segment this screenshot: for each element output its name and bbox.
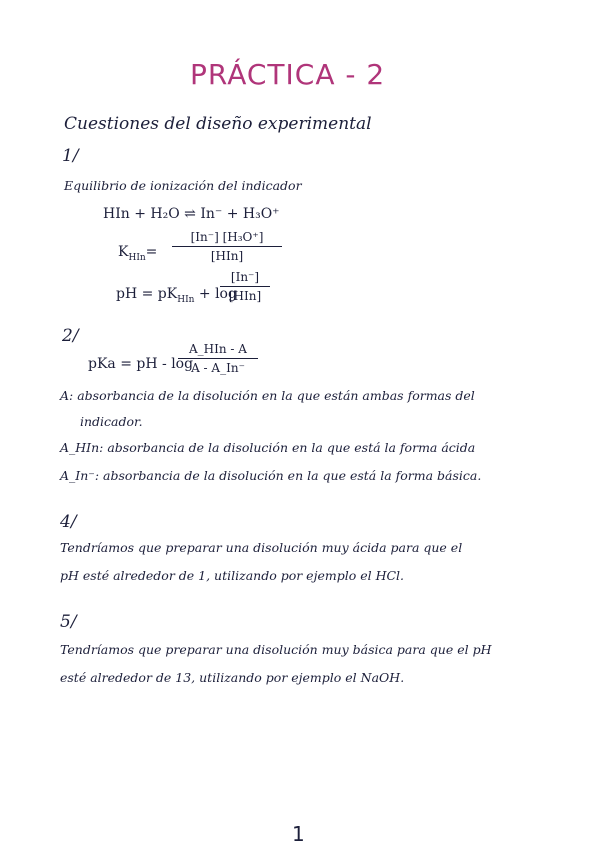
q2-pka-lhs: pKa = pH - log [88, 356, 194, 372]
q1-k-fraction-bar [172, 246, 282, 247]
q1-k-fraction [172, 230, 282, 263]
q1-number: 1/ [62, 146, 79, 166]
q1-k-denominator: [HIn] [210, 249, 244, 263]
q1-ph-log: + log [198, 286, 237, 302]
q1-k-numerator: [In⁻] [H₃O⁺] [190, 230, 264, 244]
q5-number: 5/ [60, 612, 77, 632]
q5-line2: esté alrededor de 13, utilizando por ejemplo el NaOH. [60, 670, 405, 685]
q2-def-a-line2: indicador. [80, 414, 143, 429]
q2-number: 2/ [62, 326, 79, 346]
q1-ph-fraction-bar [220, 286, 270, 287]
q4-line1: Tendríamos que preparar una disolución muy ácida para que el [60, 540, 463, 555]
q1-ph-denominator: [HIn] [228, 289, 262, 303]
page-title: PRÁCTICA - 2 [190, 58, 386, 91]
q5-line1: Tendríamos que preparar una disolución muy básica para que el pH [60, 642, 492, 657]
section-heading: Cuestiones del diseño experimental [64, 114, 372, 134]
q1-k-label [118, 244, 157, 263]
q2-pka-numerator: A_HIn - A [189, 342, 247, 356]
page-number: 1 [292, 822, 305, 846]
q1-equilibrium-equation: HIn + H₂O ⇌ In⁻ + H₃O⁺ [103, 206, 280, 222]
q1-intro: Equilibrio de ionización del indicador [64, 178, 302, 193]
q1-ph-numerator: [In⁻] [230, 270, 260, 284]
q1-ph-label: pH = pK [116, 286, 178, 302]
q2-pka-fraction-bar [178, 358, 258, 359]
q1-ph-expression [116, 286, 237, 305]
q4-line2: pH esté alrededor de 1, utilizando por ejemplo el HCl. [60, 568, 405, 583]
q1-k-equals: = [145, 244, 158, 260]
q1-ph-fraction [220, 270, 270, 303]
q1-k-symbol: K [118, 244, 129, 260]
q2-pka-fraction [178, 342, 258, 375]
q2-def-a-line1: A: absorbancia de la disolución en la que están ambas formas del [60, 388, 475, 403]
q1-ph-subscript: HIn [177, 294, 195, 305]
q2-def-ain: A_In⁻: absorbancia de la disolución en la que está la forma básica. [60, 468, 482, 483]
q4-number: 4/ [60, 512, 77, 532]
q2-def-ahin: A_HIn: absorbancia de la disolución en la que está la forma ácida [60, 440, 476, 455]
q2-pka-denominator: A - A_In⁻ [191, 361, 245, 375]
q1-k-subscript: HIn [128, 252, 146, 263]
